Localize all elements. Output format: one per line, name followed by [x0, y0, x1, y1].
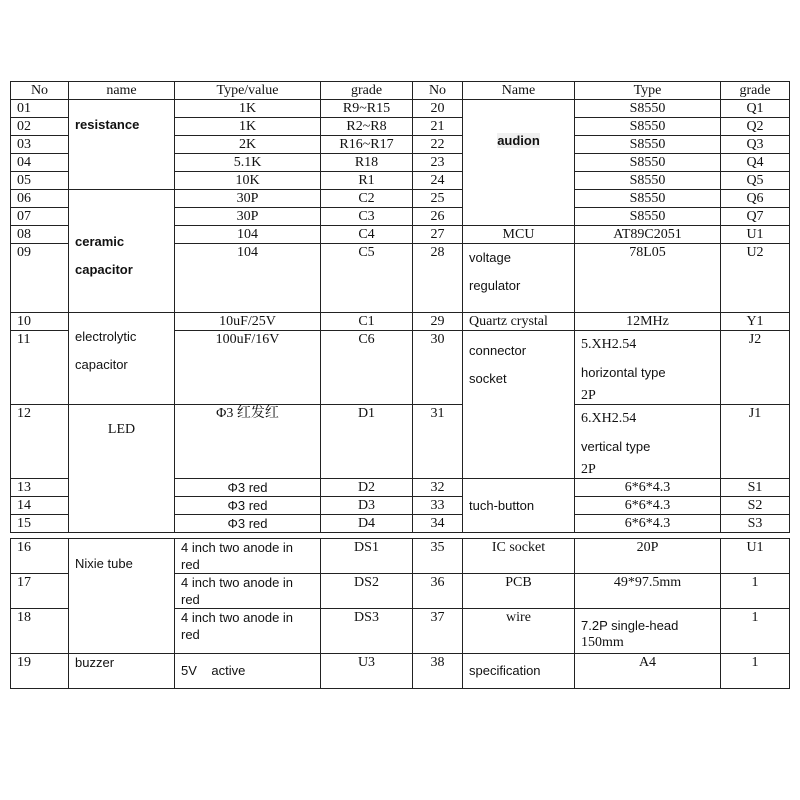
- cell-no: 06: [11, 190, 69, 208]
- cell-no: 21: [413, 118, 463, 136]
- cell-type: 5.1K: [175, 154, 321, 172]
- cell-no: 33: [413, 497, 463, 515]
- cell-no: 30: [413, 331, 463, 405]
- cell-no: 36: [413, 574, 463, 609]
- cell-type-multiline: [175, 574, 321, 609]
- cell-no: 11: [11, 331, 69, 405]
- cell-type: Φ3 红发红: [175, 405, 321, 479]
- cell-name: wire: [463, 609, 575, 654]
- cell-grade: R16~R17: [321, 136, 413, 154]
- cell-no: 18: [11, 609, 69, 654]
- table-row: [11, 100, 790, 118]
- bom-table: [10, 81, 790, 689]
- cell-grade: U3: [321, 654, 413, 689]
- name-line: voltage: [469, 250, 511, 265]
- group-nixie-tube: [69, 539, 175, 654]
- cell-grade: D4: [321, 515, 413, 533]
- cell-type: S8550: [575, 190, 721, 208]
- cell-type: 49*97.5mm: [575, 574, 721, 609]
- cell-grade: S3: [721, 515, 790, 533]
- type-line: 4 inch two anode in: [181, 575, 294, 590]
- cell-type: 6*6*4.3: [575, 515, 721, 533]
- group-label-line: capacitor: [75, 262, 133, 277]
- cell-no: 24: [413, 172, 463, 190]
- cell-no: 22: [413, 136, 463, 154]
- group-electrolytic-capacitor: [69, 313, 175, 405]
- group-label-line: electrolytic: [75, 329, 137, 344]
- cell-type: S8550: [575, 208, 721, 226]
- cell-grade: C1: [321, 313, 413, 331]
- cell-type: 20P: [575, 539, 721, 574]
- cell-type: Φ3 red: [175, 515, 321, 533]
- cell-grade: S1: [721, 479, 790, 497]
- cell-grade: U1: [721, 539, 790, 574]
- cell-no: 07: [11, 208, 69, 226]
- cell-grade: Q7: [721, 208, 790, 226]
- group-audion: [463, 100, 575, 226]
- cell-type: S8550: [575, 118, 721, 136]
- cell-type: 104: [175, 244, 321, 313]
- cell-no: 05: [11, 172, 69, 190]
- cell-type-multiline: [175, 539, 321, 574]
- table-row: [11, 539, 790, 574]
- cell-grade: U2: [721, 244, 790, 313]
- type-line: horizontal type: [581, 365, 666, 380]
- cell-grade: U1: [721, 226, 790, 244]
- group-ceramic-capacitor: [69, 190, 175, 313]
- header-name-2: Name: [463, 82, 575, 100]
- cell-type: 6*6*4.3: [575, 497, 721, 515]
- cell-type: 104: [175, 226, 321, 244]
- cell-grade: R9~R15: [321, 100, 413, 118]
- cell-type: 10K: [175, 172, 321, 190]
- cell-type: Φ3 red: [175, 479, 321, 497]
- cell-grade: C3: [321, 208, 413, 226]
- cell-type-multiline: [575, 405, 721, 479]
- cell-no: 34: [413, 515, 463, 533]
- cell-grade: DS1: [321, 539, 413, 574]
- type-line: 150mm: [581, 635, 624, 650]
- header-type-value: Type/value: [175, 82, 321, 100]
- cell-no: 25: [413, 190, 463, 208]
- cell-name: specification: [463, 654, 575, 689]
- cell-no: 19: [11, 654, 69, 689]
- cell-grade: R1: [321, 172, 413, 190]
- cell-type: 1K: [175, 118, 321, 136]
- cell-type: 1K: [175, 100, 321, 118]
- cell-no: 10: [11, 313, 69, 331]
- cell-type: S8550: [575, 172, 721, 190]
- cell-no: 20: [413, 100, 463, 118]
- cell-no: 14: [11, 497, 69, 515]
- cell-no: 17: [11, 574, 69, 609]
- group-label: Nixie tube: [75, 556, 133, 571]
- cell-type: 10uF/25V: [175, 313, 321, 331]
- group-led: [69, 405, 175, 533]
- header-no: No: [11, 82, 69, 100]
- name-line: regulator: [469, 278, 521, 293]
- cell-grade: R18: [321, 154, 413, 172]
- cell-type: AT89C2051: [575, 226, 721, 244]
- cell-no: 35: [413, 539, 463, 574]
- cell-type: A4: [575, 654, 721, 689]
- group-connector-socket: [463, 331, 575, 479]
- group-label: tuch-button: [469, 498, 535, 513]
- cell-grade: Q5: [721, 172, 790, 190]
- group-tuch-button: [463, 479, 575, 533]
- cell-no: 37: [413, 609, 463, 654]
- cell-no: 08: [11, 226, 69, 244]
- cell-name: PCB: [463, 574, 575, 609]
- cell-name: IC socket: [463, 539, 575, 574]
- cell-grade: D3: [321, 497, 413, 515]
- cell-name: MCU: [463, 226, 575, 244]
- cell-grade: J2: [721, 331, 790, 405]
- cell-grade: 1: [721, 654, 790, 689]
- cell-grade: Q4: [721, 154, 790, 172]
- cell-grade: C6: [321, 331, 413, 405]
- cell-grade: D2: [321, 479, 413, 497]
- cell-no: 01: [11, 100, 69, 118]
- cell-type: S8550: [575, 100, 721, 118]
- cell-no: 12: [11, 405, 69, 479]
- type-line: 2P: [581, 388, 596, 403]
- type-line: red: [181, 627, 200, 642]
- group-label: audion: [497, 133, 540, 148]
- cell-no: 02: [11, 118, 69, 136]
- cell-type-multiline: [575, 331, 721, 405]
- cell-no: 13: [11, 479, 69, 497]
- cell-no: 28: [413, 244, 463, 313]
- group-label-line: ceramic: [75, 234, 125, 249]
- cell-no: 32: [413, 479, 463, 497]
- cell-type-multiline: [175, 609, 321, 654]
- cell-name: buzzer: [69, 654, 175, 689]
- cell-no: 16: [11, 539, 69, 574]
- cell-no: 03: [11, 136, 69, 154]
- type-line: 5.XH2.54: [581, 337, 637, 352]
- cell-grade: J1: [721, 405, 790, 479]
- cell-no: 04: [11, 154, 69, 172]
- header-grade: grade: [321, 82, 413, 100]
- cell-grade: Y1: [721, 313, 790, 331]
- group-label-line: capacitor: [75, 357, 128, 372]
- cell-no: 09: [11, 244, 69, 313]
- type-line: 2P: [581, 462, 596, 477]
- group-resistance: [69, 100, 175, 190]
- cell-grade: C5: [321, 244, 413, 313]
- cell-name-voltage-regulator: [463, 244, 575, 313]
- cell-type: 30P: [175, 208, 321, 226]
- group-label-line: connector: [469, 343, 527, 358]
- cell-no: 38: [413, 654, 463, 689]
- type-line: 7.2P single-head: [581, 618, 679, 633]
- type-line: 4 inch two anode in: [181, 610, 294, 625]
- group-label-line: socket: [469, 371, 507, 386]
- cell-grade: Q1: [721, 100, 790, 118]
- type-line: 6.XH2.54: [581, 411, 637, 426]
- header-grade-2: grade: [721, 82, 790, 100]
- cell-grade: Q3: [721, 136, 790, 154]
- cell-grade: C2: [321, 190, 413, 208]
- cell-type: 30P: [175, 190, 321, 208]
- cell-type-multiline: [575, 609, 721, 654]
- table-row: [11, 654, 790, 689]
- header-type-2: Type: [575, 82, 721, 100]
- cell-grade: 1: [721, 609, 790, 654]
- cell-type: 78L05: [575, 244, 721, 313]
- cell-type: 100uF/16V: [175, 331, 321, 405]
- cell-type: 12MHz: [575, 313, 721, 331]
- cell-type: 6*6*4.3: [575, 479, 721, 497]
- header-name: name: [69, 82, 175, 100]
- cell-name: Quartz crystal: [463, 313, 575, 331]
- cell-type: S8550: [575, 154, 721, 172]
- cell-grade: Q6: [721, 190, 790, 208]
- cell-no: 23: [413, 154, 463, 172]
- cell-grade: 1: [721, 574, 790, 609]
- header-no-2: No: [413, 82, 463, 100]
- cell-type: 5V active: [175, 654, 321, 689]
- cell-type: S8550: [575, 136, 721, 154]
- cell-no: 31: [413, 405, 463, 479]
- table-row: [11, 405, 790, 479]
- group-label: LED: [107, 422, 136, 437]
- type-line: 4 inch two anode in: [181, 540, 294, 555]
- group-label: resistance: [75, 117, 140, 132]
- cell-grade: R2~R8: [321, 118, 413, 136]
- cell-no: 27: [413, 226, 463, 244]
- header-row: [11, 82, 790, 100]
- cell-grade: D1: [321, 405, 413, 479]
- cell-no: 15: [11, 515, 69, 533]
- type-line: red: [181, 592, 200, 607]
- table-row: [11, 190, 790, 208]
- type-line: red: [181, 557, 200, 572]
- cell-grade: C4: [321, 226, 413, 244]
- cell-grade: S2: [721, 497, 790, 515]
- cell-type: Φ3 red: [175, 497, 321, 515]
- cell-grade: DS2: [321, 574, 413, 609]
- cell-grade: Q2: [721, 118, 790, 136]
- table-row: [11, 313, 790, 331]
- cell-type: 2K: [175, 136, 321, 154]
- cell-no: 26: [413, 208, 463, 226]
- cell-grade: DS3: [321, 609, 413, 654]
- cell-no: 29: [413, 313, 463, 331]
- type-line: vertical type: [581, 439, 651, 454]
